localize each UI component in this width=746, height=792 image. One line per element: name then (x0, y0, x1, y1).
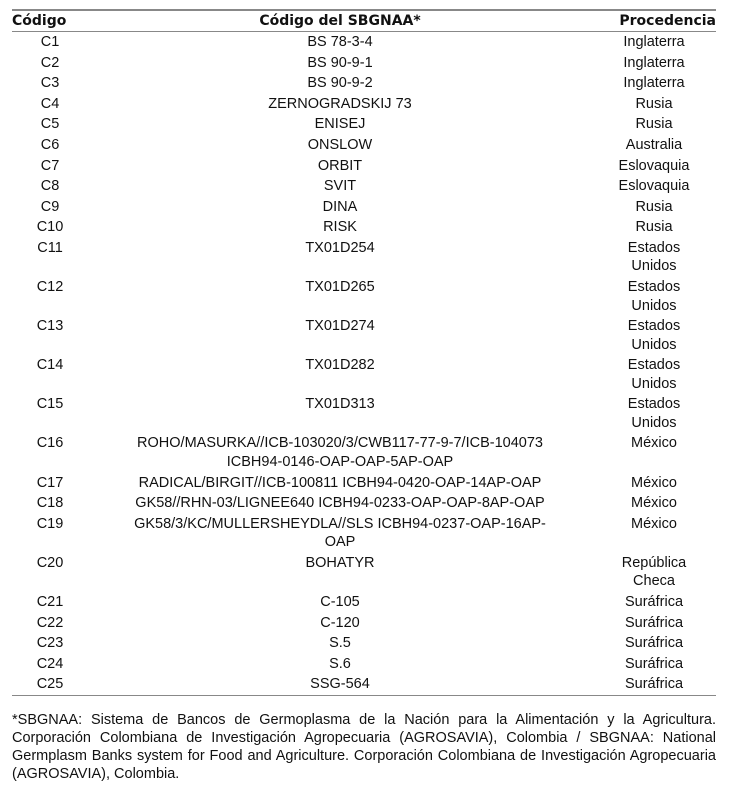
cell-codigo-sbgnaa: C-120 (320, 614, 360, 631)
cell-codigo: C4 (40, 95, 60, 112)
table-row (12, 316, 716, 355)
table-row (12, 493, 716, 514)
cell-codigo: C14 (36, 357, 64, 374)
cell-codigo: C21 (36, 593, 64, 610)
table-row (12, 217, 716, 238)
table-row (12, 514, 716, 553)
cell-procedencia: México (631, 495, 677, 512)
cell-procedencia: Rusia (635, 116, 673, 133)
table-row (12, 156, 716, 177)
cell-codigo-sbgnaa: RADICAL/BIRGIT//ICB-100811 ICBH94-0420-OAP-14AP-OAP (138, 474, 542, 491)
cell-codigo: C12 (36, 279, 64, 296)
cell-procedencia: Inglaterra (623, 34, 685, 51)
cell-codigo-sbgnaa: BOHATYR (305, 554, 375, 571)
header-codigo: Código (12, 13, 67, 29)
germplasm-table (12, 9, 716, 696)
cell-procedencia: Suráfrica (624, 655, 684, 672)
cell-codigo-sbgnaa: TX01D282 (305, 357, 375, 374)
cell-codigo-sbgnaa: S.5 (329, 635, 351, 652)
table-row (12, 633, 716, 654)
cell-procedencia: Estados Unidos (627, 279, 681, 314)
table-row (12, 355, 716, 394)
cell-procedencia: Rusia (635, 95, 673, 112)
cell-procedencia: México (631, 435, 677, 452)
cell-codigo: C2 (40, 54, 60, 71)
cell-procedencia: Estados Unidos (627, 318, 681, 353)
cell-codigo: C23 (36, 635, 64, 652)
cell-procedencia: República Checa (621, 554, 687, 590)
cell-procedencia: México (631, 515, 677, 532)
table-row (12, 73, 716, 94)
cell-codigo-sbgnaa: ONSLOW (307, 137, 373, 154)
header-procedencia: Procedencia (619, 13, 716, 29)
cell-codigo: C16 (36, 435, 64, 452)
table-row (12, 53, 716, 74)
cell-procedencia: Rusia (635, 219, 673, 236)
cell-codigo-sbgnaa: C-105 (320, 593, 360, 610)
cell-procedencia: Estados Unidos (627, 239, 681, 275)
cell-codigo: C22 (36, 614, 64, 631)
cell-codigo: C7 (40, 157, 60, 174)
table-row (12, 197, 716, 218)
table-row (12, 94, 716, 115)
cell-codigo-sbgnaa: BS 78-3-4 (307, 34, 373, 51)
cell-codigo-sbgnaa: BS 90-9-2 (307, 75, 373, 92)
cell-procedencia: Inglaterra (623, 54, 685, 71)
cell-codigo: C11 (37, 239, 63, 256)
table-row (12, 277, 716, 316)
cell-procedencia: Eslovaquia (618, 157, 690, 174)
cell-codigo: C6 (40, 137, 60, 154)
cell-codigo: C24 (36, 655, 64, 672)
cell-codigo: C10 (36, 219, 64, 236)
cell-codigo-sbgnaa: ROHO/MASURKA//ICB-103020/3/CWB117-77-9-7/ICB-104073 ICBH94-0146-OAP-OAP-5AP-OAP (137, 435, 543, 470)
cell-procedencia: Estados Unidos (627, 396, 681, 431)
table-row (12, 135, 716, 156)
cell-codigo-sbgnaa: ORBIT (317, 157, 363, 174)
cell-codigo-sbgnaa: TX01D265 (305, 279, 375, 296)
cell-codigo-sbgnaa: TX01D274 (305, 318, 375, 335)
table-row (12, 553, 716, 592)
cell-codigo: C25 (36, 676, 64, 693)
cell-codigo: C9 (40, 198, 60, 215)
table-header-row (12, 10, 716, 32)
cell-codigo-sbgnaa: BS 90-9-1 (307, 54, 373, 71)
cell-codigo: C20 (36, 554, 64, 571)
cell-procedencia: Estados Unidos (627, 357, 681, 392)
cell-procedencia: Suráfrica (624, 593, 684, 610)
cell-codigo: C3 (40, 75, 60, 92)
cell-codigo-sbgnaa: S.6 (329, 655, 351, 672)
cell-procedencia: Inglaterra (623, 75, 685, 92)
cell-procedencia: Eslovaquia (618, 178, 690, 195)
table-row (12, 654, 716, 675)
cell-codigo-sbgnaa: GK58//RHN-03/LIGNEE640 ICBH94-0233-OAP-OAP-8AP-OAP (135, 495, 545, 512)
table-row (12, 32, 716, 53)
cell-procedencia: Suráfrica (624, 614, 684, 631)
cell-codigo: C19 (36, 515, 64, 532)
cell-codigo: C13 (36, 318, 64, 335)
cell-codigo-sbgnaa: ZERNOGRADSKIJ 73 (268, 95, 412, 112)
cell-codigo-sbgnaa: GK58/3/KC/MULLERSHEYDLA//SLS ICBH94-0237-OAP-16AP- OAP (134, 515, 546, 551)
footnote: *SBGNAA: Sistema de Bancos de Germoplasma de la Nación para la Alimentación y la Agricultura. Corporación Colombiana de Investigación Agropecuaria (AGROSAVIA), Colombia / SBGNAA: National Germplasm Banks system for Food and Agriculture. Corporación Colombiana de Investigación Agropecuaria (AGROSAVIA), Colombia. (12, 712, 716, 782)
cell-procedencia: Suráfrica (624, 635, 684, 652)
cell-codigo-sbgnaa: TX01D254 (305, 239, 375, 256)
cell-procedencia: Rusia (635, 198, 673, 215)
cell-codigo: C1 (40, 34, 60, 51)
table-row (12, 674, 716, 695)
cell-codigo-sbgnaa: DINA (322, 198, 358, 215)
table-row (12, 612, 716, 633)
table-row (12, 592, 716, 613)
table-row (12, 394, 716, 433)
cell-codigo: C8 (40, 178, 60, 195)
cell-codigo: C18 (36, 495, 64, 512)
cell-codigo-sbgnaa: SVIT (323, 178, 357, 195)
cell-procedencia: Australia (625, 137, 683, 154)
table-row (12, 238, 716, 277)
header-codigo-sbgnaa: Código del SBGNAA* (259, 13, 421, 29)
cell-codigo-sbgnaa: RISK (323, 219, 357, 236)
table-row (12, 473, 716, 494)
table-row (12, 176, 716, 197)
cell-codigo: C17 (36, 474, 64, 491)
cell-codigo: C5 (40, 116, 60, 133)
cell-codigo-sbgnaa: ENISEJ (314, 116, 366, 133)
cell-codigo-sbgnaa: SSG-564 (310, 676, 370, 693)
cell-procedencia: Suráfrica (624, 676, 684, 693)
table-row (12, 114, 716, 135)
cell-procedencia: México (631, 474, 677, 491)
cell-codigo: C15 (36, 396, 64, 413)
cell-codigo-sbgnaa: TX01D313 (305, 396, 375, 413)
table-row (12, 433, 716, 472)
